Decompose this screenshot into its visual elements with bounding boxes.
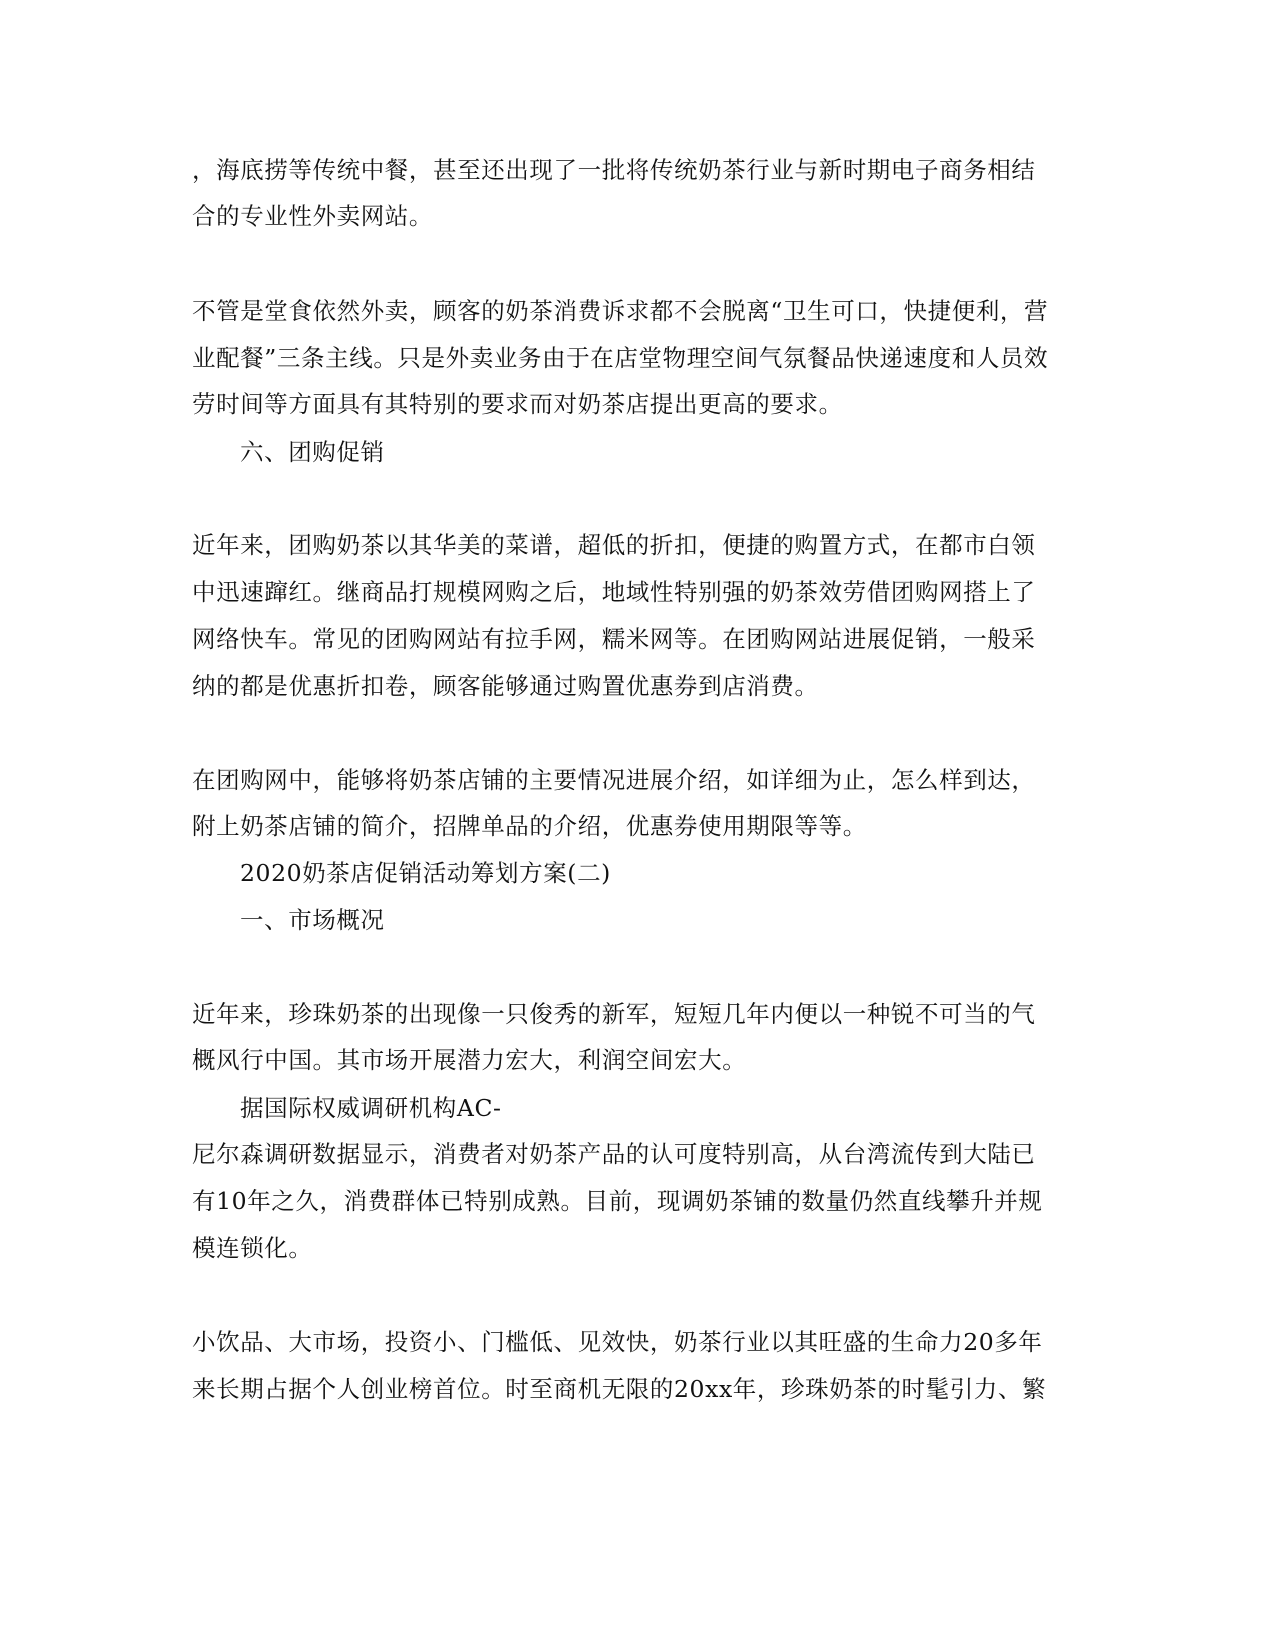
section-heading: 一、市场概况	[240, 906, 385, 934]
text-line: 近年来，团购奶茶以其华美的菜谱，超低的折扣，便捷的购置方式，在都市白领	[192, 531, 1036, 559]
text-line: 近年来，珍珠奶茶的出现像一只俊秀的新军，短短几年内便以一种锐不可当的气	[192, 1000, 1036, 1028]
text-line: 概风行中国。其市场开展潜力宏大，利润空间宏大。	[192, 1046, 747, 1074]
text-line: 来长期占据个人创业榜首位。时至商机无限的20xx年，珍珠奶茶的时髦引力、繁	[192, 1375, 1047, 1403]
text-line: 纳的都是优惠折扣卷，顾客能够通过购置优惠券到店消费。	[192, 672, 819, 700]
text-line: 中迅速蹿红。继商品打规模网购之后，地域性特别强的奶茶效劳借团购网搭上了	[192, 578, 1036, 606]
text-line: ，海底捞等传统中餐，甚至还出现了一批将传统奶茶行业与新时期电子商务相结	[192, 156, 1036, 184]
text-line: 模连锁化。	[192, 1234, 313, 1262]
section-heading: 2020奶茶店促销活动筹划方案(二)	[240, 859, 611, 887]
text-line: 业配餐”三条主线。只是外卖业务由于在店堂物理空间气氛餐品快递速度和人员效	[192, 344, 1049, 372]
text-line: 不管是堂食依然外卖，顾客的奶茶消费诉求都不会脱离“卫生可口，快捷便利，营	[192, 297, 1049, 325]
text-line: 合的专业性外卖网站。	[192, 202, 433, 230]
text-line: 网络快车。常见的团购网站有拉手网，糯米网等。在团购网站进展促销，一般采	[192, 625, 1036, 653]
text-line: 有10年之久，消费群体已特别成熟。目前，现调奶茶铺的数量仍然直线攀升并规	[192, 1187, 1043, 1215]
text-line: 劳时间等方面具有其特别的要求而对奶茶店提出更高的要求。	[192, 390, 843, 418]
text-line: 尼尔森调研数据显示，消费者对奶茶产品的认可度特别高，从台湾流传到大陆已	[192, 1140, 1036, 1168]
text-line: 小饮品、大市场，投资小、门槛低、见效快，奶茶行业以其旺盛的生命力20多年	[192, 1328, 1043, 1356]
text-line: 据国际权威调研机构AC-	[240, 1094, 502, 1122]
text-line: 附上奶茶店铺的简介，招牌单品的介绍，优惠券使用期限等等。	[192, 812, 867, 840]
text-line: 在团购网中，能够将奶茶店铺的主要情况进展介绍，如详细为止，怎么样到达，	[192, 766, 1036, 794]
section-heading: 六、团购促销	[240, 438, 385, 466]
